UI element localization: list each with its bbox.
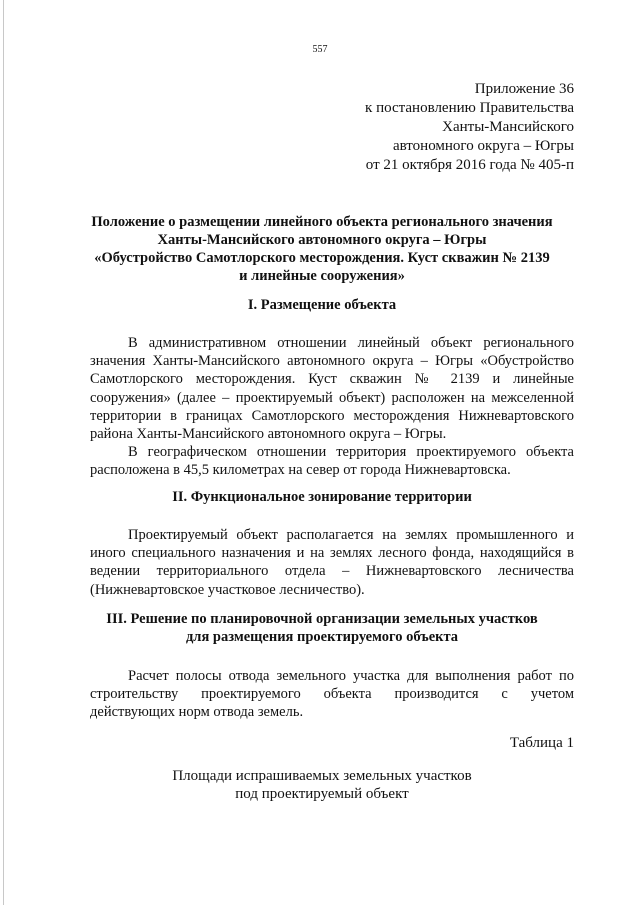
scan-edge xyxy=(3,0,4,905)
paragraph-line: расположена в 45,5 километрах на север от города Нижневартовска. xyxy=(90,462,511,479)
appendix-block xyxy=(365,80,574,175)
title-line: «Обустройство Самотлорского месторождения. Куст скважин № 2139 xyxy=(94,250,550,266)
section-1-paragraph-2 xyxy=(90,443,574,479)
appendix-line: к постановлению Правительства xyxy=(365,100,574,116)
document-title xyxy=(70,213,574,285)
section-1-paragraph-1 xyxy=(90,334,574,443)
paragraph-line: территории в границах Самотлорского месторождения Нижневартовского xyxy=(90,407,574,424)
paragraph-line: Самотлорского месторождения. Куст скважин № 2139 и линейные xyxy=(90,371,574,388)
paragraph-line: В административном отношении линейный объект регионального xyxy=(128,335,574,351)
paragraph-line: В географическом отношении территория проектируемого объекта xyxy=(128,444,574,460)
paragraph-line: иного специального назначения и на землях лесного фонда, находящийся в xyxy=(90,545,574,562)
appendix-line: автономного округа – Югры xyxy=(392,138,574,154)
title-line: Положение о размещении линейного объекта регионального значения xyxy=(91,214,553,230)
section-3-heading xyxy=(70,610,574,646)
title-line: и линейные сооружения» xyxy=(239,268,405,284)
paragraph-line: района Ханты-Мансийского автономного округа – Югры. xyxy=(90,426,447,443)
appendix-line: от 21 октября 2016 года № 405-п xyxy=(365,157,574,173)
table-label: Таблица 1 xyxy=(509,735,574,751)
section-3-paragraph-1 xyxy=(90,667,574,722)
paragraph-line: строительству проектируемого объекта производится с учетом xyxy=(90,686,574,703)
heading-line: для размещения проектируемого объекта xyxy=(185,629,459,645)
section-1-heading: I. Размещение объекта xyxy=(247,297,397,313)
paragraph-line: значения Ханты-Мансийского автономного округа – Югры «Обустройство xyxy=(90,353,574,370)
section-2-paragraph-1 xyxy=(90,526,574,599)
paragraph-line: сооружения» (далее – проектируемый объект) расположен на межселенной xyxy=(90,389,574,406)
paragraph-line: ведении территориального отдела – Нижневартовского лесничества xyxy=(90,563,574,580)
caption-line: Площади испрашиваемых земельных участков xyxy=(172,768,472,784)
paragraph-line: Проектируемый объект располагается на землях промышленного и xyxy=(128,527,574,543)
appendix-line: Ханты-Мансийского xyxy=(442,119,574,135)
paragraph-line: действующих норм отвода земель. xyxy=(90,704,304,721)
title-line: Ханты-Мансийского автономного округа – Югры xyxy=(157,232,487,248)
caption-line: под проектируемый объект xyxy=(235,786,409,802)
table-caption xyxy=(70,767,574,803)
section-2-heading: II. Функциональное зонирование территории xyxy=(172,489,472,505)
appendix-line: Приложение 36 xyxy=(474,81,574,97)
page-number: 557 xyxy=(312,44,328,55)
paragraph-line: Расчет полосы отвода земельного участка для выполнения работ по xyxy=(128,668,574,684)
paragraph-line: (Нижневартовское участковое лесничество). xyxy=(90,581,365,598)
heading-line: III. Решение по планировочной организации земельных участков xyxy=(106,611,538,627)
